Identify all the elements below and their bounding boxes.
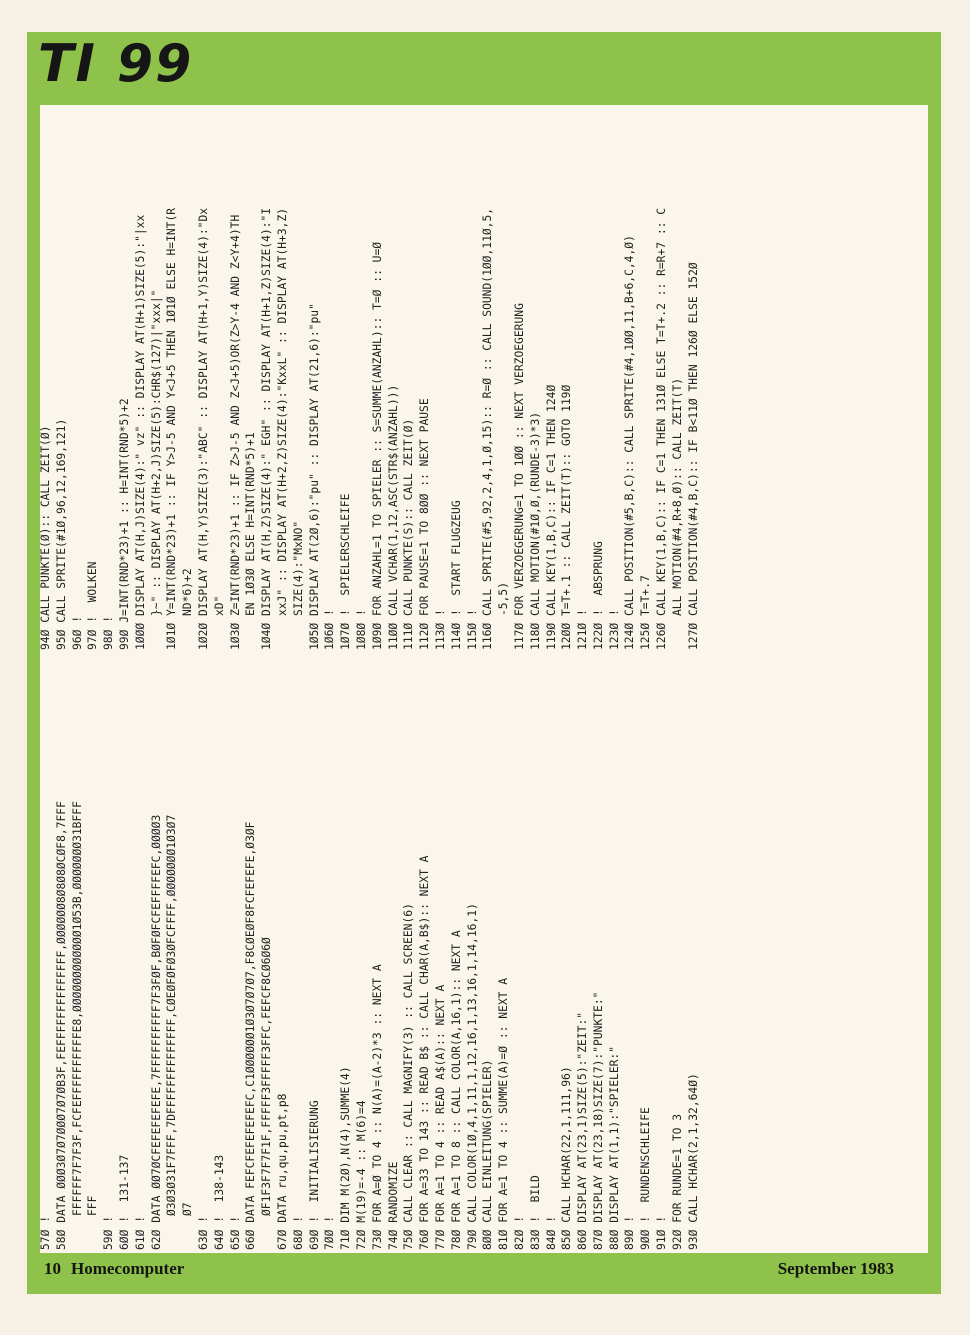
code-line: 113Ø ! <box>433 609 447 650</box>
code-line: 97Ø ! WOLKEN <box>86 561 100 650</box>
code-line: ØF1F3F7F7F1F,FFFFF3FFFFF3FFC,FEFCF8CØ6Ø6Ø <box>260 937 274 1250</box>
section-logo: TI 99 <box>38 34 194 94</box>
code-line: }~" :: DISPLAY AT(H+2,J)SIZE(5):CHR$(127)|"xxx|" <box>149 289 163 650</box>
code-line: Ø3Ø3Ø31F7FFF,7DFFFFFFFFFFFFFF,CØEØFØFØ3ØFCFFFF,ØØØØØØØ1Ø3Ø7 <box>165 814 179 1250</box>
code-line: 122Ø ! ABSPRUNG <box>591 541 605 650</box>
code-line: xxJ" :: DISPLAY AT(H+2,Z)SIZE(4):"KxxL" :: DISPLAY AT(H+3,Z) <box>275 207 289 650</box>
code-line: 84Ø ! <box>544 1215 558 1250</box>
code-line: 1Ø5Ø DISPLAY AT(2Ø,6):"pu" :: DISPLAY AT(21,6):"pu" <box>307 303 321 650</box>
code-line: 1Ø8Ø ! <box>354 609 368 650</box>
code-line: 124Ø CALL POSITION(#5,B,C):: CALL SPRITE(#4,1ØØ,11,B+6,C,4,Ø) <box>623 235 637 650</box>
code-line: FFFFFF7F7F3F,FCFEFFFFFFFFFFE8,ØØØØØØØØØØØØ1Ø53B,ØØØØØØØ31BFFF <box>70 801 84 1250</box>
code-line: 98Ø ! <box>102 615 116 650</box>
code-line: 117Ø FOR VERZOEGERUNG=1 TO 1ØØ :: NEXT VERZOEGERUNG <box>512 303 526 650</box>
code-line: 8ØØ CALL EINLEITUNG(SPIELER) <box>481 1059 495 1250</box>
code-line: 73Ø FOR A=Ø TO 4 :: N(A)=(A-2)*3 :: NEXT A <box>370 964 384 1250</box>
code-line: 94Ø CALL PUNKTE(Ø):: CALL ZEIT(Ø) <box>39 425 52 650</box>
listing-column-1 <box>38 710 878 1250</box>
footer-date: September 1983 <box>777 1259 894 1278</box>
code-line: 1Ø9Ø FOR ANZAHL=1 TO SPIELER :: S=SUMME(ANZAHL):: T=Ø :: U=Ø <box>370 241 384 650</box>
code-line: 66Ø DATA FEFCFEFEFEFEFC,C1ØØØØØØ1Ø3Ø7Ø7Ø7,F8CØEØF8FCFEFEFE,Ø3ØF <box>244 821 258 1250</box>
code-line: ND*6)+2 <box>181 568 195 650</box>
code-line: 11ØØ CALL VCHAR(1,12,ASC(STR$(ANZAHL))) <box>386 384 400 650</box>
code-line: 75Ø CALL CLEAR :: CALL MAGNIFY(3) :: CALL SCREEN(6) <box>402 903 416 1250</box>
code-line: 116Ø CALL SPRITE(#5,92,2,4,1,Ø,15):: R=Ø :: CALL SOUND(1ØØ,11Ø,5, <box>481 207 495 650</box>
code-line: 119Ø CALL KEY(1,B,C):: IF C=1 THEN 124Ø <box>544 384 558 650</box>
code-line: 7ØØ ! <box>323 1215 337 1250</box>
code-line: ALL MOTION(#4,R+8,Ø):: CALL ZEIT(T) <box>670 377 684 650</box>
code-line: 12ØØ T=T+.1 :: CALL ZEIT(T):: GOTO 119Ø <box>560 384 574 650</box>
code-line: 65Ø ! <box>228 1215 242 1250</box>
code-line: 61Ø ! <box>133 1215 147 1250</box>
code-line: 1Ø1Ø Y=INT(RND*23)+1 :: IF Y>J-5 AND Y<J+5 THEN 1Ø1Ø ELSE H=INT(R <box>165 207 179 650</box>
code-line: 85Ø CALL HCHAR(22,1,111,96) <box>560 1066 574 1250</box>
code-line: 96Ø ! <box>70 615 84 650</box>
code-line: 77Ø FOR A=1 TO 4 :: READ A$(A):: NEXT A <box>433 984 447 1250</box>
code-line: 112Ø FOR PAUSE=1 TO 8ØØ :: NEXT PAUSE <box>418 398 432 650</box>
code-line: 118Ø CALL MOTION(#1Ø,Ø,(RUNDE-3)*3) <box>528 411 542 650</box>
code-line: 67Ø DATA ru,qu,pu,pt,p8 <box>275 1093 289 1250</box>
code-line: 88Ø DISPLAY AT(1,1):"SPIELER:" <box>607 1045 621 1250</box>
code-line: 58Ø DATA ØØØ3Ø7Ø7ØØØ7Ø7ØB3F,FEFFFFFFFFFFFFFF,ØØØØØØ8Ø8Ø8ØCØF8,7FFF <box>54 801 68 1250</box>
code-line: 1Ø6Ø ! <box>323 609 337 650</box>
code-line: 99Ø J=INT(RND*23)+1 :: H=INT(RND*5)+2 <box>117 398 131 650</box>
code-line: 68Ø ! <box>291 1215 305 1250</box>
page-number: 10 <box>44 1259 61 1278</box>
code-line: SIZE(4):"MxNO" <box>291 520 305 650</box>
code-line: FFF <box>86 1195 100 1250</box>
code-line: 74Ø RANDOMIZE <box>386 1161 400 1250</box>
code-line: 1Ø7Ø ! SPIELERSCHLEIFE <box>339 493 353 650</box>
code-line: 82Ø ! <box>512 1215 526 1250</box>
rotated-listing <box>38 110 878 1250</box>
code-line: 71Ø DIM M(2Ø),N(4),SUMME(4) <box>339 1066 353 1250</box>
code-line: 83Ø ! BILD <box>528 1175 542 1250</box>
code-line: 89Ø ! <box>623 1215 637 1250</box>
magazine-name: Homecomputer <box>71 1259 185 1278</box>
code-line: 114Ø ! START FLUGZEUG <box>449 500 463 650</box>
code-line: 63Ø ! <box>196 1215 210 1250</box>
code-line: 126Ø CALL KEY(1,B,C):: IF C=1 THEN 131Ø ELSE T=T+.2 :: R=R+7 :: C <box>655 207 669 650</box>
code-line: 92Ø FOR RUNDE=1 TO 3 <box>670 1113 684 1250</box>
code-line: 87Ø DISPLAY AT(23,18)SIZE(7):"PUNKTE:" <box>591 991 605 1250</box>
code-line: 76Ø FOR A=33 TO 143 :: READ B$ :: CALL CHAR(A,B$):: NEXT A <box>418 855 432 1250</box>
code-line: 57Ø ! <box>39 1215 52 1250</box>
footer-left <box>44 1259 184 1279</box>
code-line: 125Ø T=T+.7 <box>639 575 653 650</box>
code-line: Ø7 <box>181 1202 195 1250</box>
code-line: 127Ø CALL POSITION(#4,B,C):: IF B<11Ø THEN 126Ø ELSE 152Ø <box>686 262 700 650</box>
code-line: 86Ø DISPLAY AT(23,1)SIZE(5):"ZEIT:" <box>576 1011 590 1250</box>
code-line: 64Ø ! 138-143 <box>212 1154 226 1250</box>
code-line: 78Ø FOR A=1 TO 8 :: CALL COLOR(A,16,1):: NEXT A <box>449 930 463 1250</box>
code-line: 69Ø ! INITIALISIERUNG <box>307 1100 321 1250</box>
code-line: 1Ø4Ø DISPLAY AT(H,Z)SIZE(4):" EGH" :: DISPLAY AT(H+1,Z)SIZE(4):"I <box>260 207 274 650</box>
code-line: 1Ø3Ø Z=INT(RND*23)+1 :: IF Z>J-5 AND Z<J+5)OR(Z>Y-4 AND Z<Y+4)TH <box>228 214 242 650</box>
code-line: xD" <box>212 595 226 650</box>
code-line: 1Ø2Ø DISPLAY AT(H,Y)SIZE(3):"ABC" :: DISPLAY AT(H+1,Y)SIZE(4):"Dx <box>196 207 210 650</box>
code-line: 62Ø DATA ØØ7ØCFEFEFEFEFE,7FFFFFFFFFF7F3FØF,BØFØFCFEFFFFEFC,ØØØØ3 <box>149 814 163 1250</box>
code-line: 79Ø CALL COLOR(1Ø,4,1,11,1,12,16,1,13,16,1,14,16,1) <box>465 903 479 1250</box>
code-line: -5,5) <box>497 581 511 650</box>
code-line: 9ØØ ! RUNDENSCHLEIFE <box>639 1107 653 1250</box>
code-line: 1ØØØ DISPLAY AT(H,J)SIZE(4):" vz" :: DISPLAY AT(H+1)SIZE(5):"|xx <box>133 214 147 650</box>
listing-column-2 <box>38 110 878 650</box>
code-line: 59Ø ! <box>102 1215 116 1250</box>
code-line: 93Ø CALL HCHAR(2,1,32,64Ø) <box>686 1073 700 1250</box>
code-line: 81Ø FOR A=1 TO 4 :: SUMME(A)=Ø :: NEXT A <box>497 977 511 1250</box>
code-line: 123Ø ! <box>607 609 621 650</box>
code-line: 121Ø ! <box>576 609 590 650</box>
code-line: 111Ø CALL PUNKTE(S):: CALL ZEIT(Ø) <box>402 418 416 650</box>
code-line: 95Ø CALL SPRITE(#1Ø,96,12,169,121) <box>54 418 68 650</box>
code-line: 6ØØ ! 131-137 <box>117 1154 131 1250</box>
code-line: 91Ø ! <box>655 1215 669 1250</box>
code-line: EN 1Ø3Ø ELSE H=INT(RND*5)+1 <box>244 432 258 650</box>
code-line: 115Ø ! <box>465 609 479 650</box>
code-line: 72Ø M(19)=-4 :: M(6)=4 <box>354 1100 368 1250</box>
